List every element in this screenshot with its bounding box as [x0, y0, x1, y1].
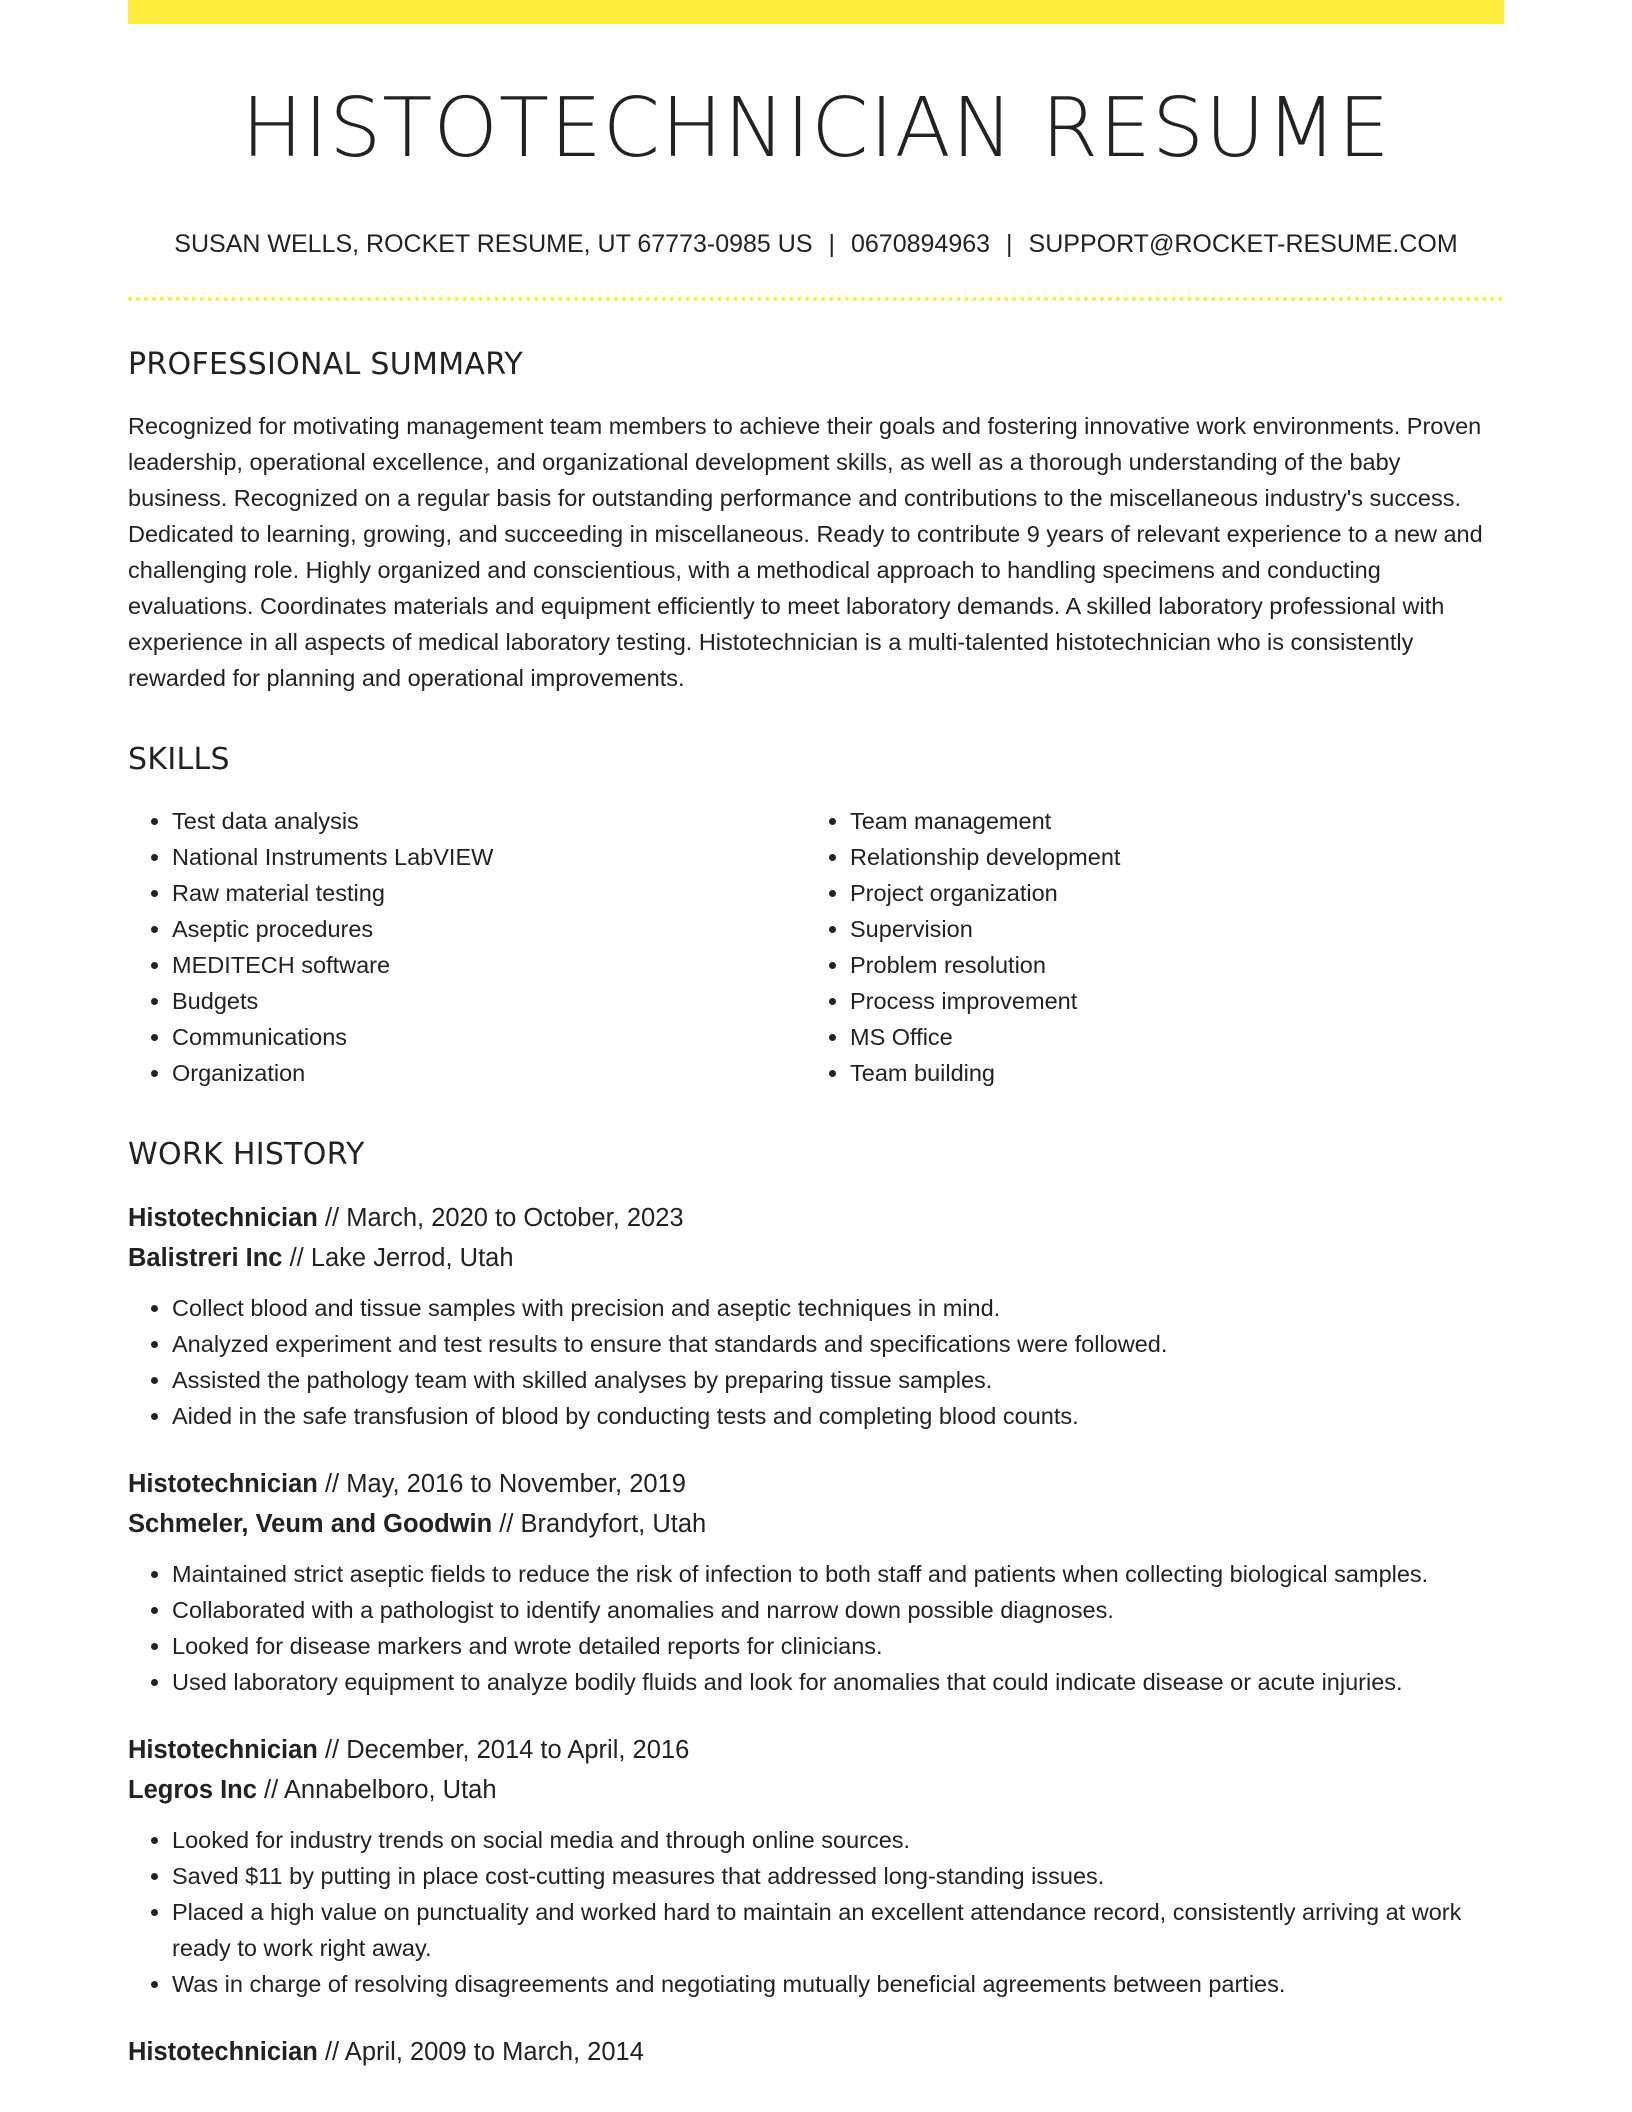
job-dates: // April, 2009 to March, 2014	[317, 2038, 644, 2067]
skill-item: • Problem resolution	[850, 947, 1484, 983]
job-bullet: • Maintained strict aseptic fields to reduce the risk of infection to both staff and patients when collecting biological samples.	[172, 1556, 1504, 1592]
job-dates: // December, 2014 to April, 2016	[317, 1736, 690, 1765]
job-bullet: • Saved $11 by putting in place cost-cutting measures that addressed long-standing issues.	[172, 1858, 1504, 1894]
document-title: HISTOTECHNICIAN RESUME	[241, 81, 1391, 176]
dotted-divider	[128, 297, 1504, 301]
skill-item: • Team management	[850, 803, 1484, 839]
job-location: // Lake Jerrod, Utah	[282, 1244, 514, 1273]
job-bullet: • Collect blood and tissue samples with precision and aseptic techniques in mind.	[172, 1290, 1504, 1326]
job-bullet: • Aided in the safe transfusion of blood by conducting tests and completing blood counts.	[172, 1398, 1504, 1434]
job-bullet: • Used laboratory equipment to analyze bodily fluids and look for anomalies that could indicate disease or acute injuries.	[172, 1664, 1504, 1700]
skill-item: • Communications	[172, 1019, 806, 1055]
job-location: // Brandyfort, Utah	[492, 1510, 707, 1539]
skill-item: • MS Office	[850, 1019, 1484, 1055]
job-bullet: • Looked for industry trends on social media and through online sources.	[172, 1822, 1504, 1858]
job-title-line	[128, 2032, 1504, 2072]
job-company-line	[128, 1504, 1504, 1544]
skill-item: • Relationship development	[850, 839, 1484, 875]
skills-list-right	[850, 803, 1484, 1091]
job-title: Histotechnician	[128, 2038, 318, 2067]
job-company: Schmeler, Veum and Goodwin	[128, 1510, 493, 1539]
skills-column-right	[806, 803, 1484, 1091]
skills-grid	[128, 803, 1504, 1091]
job-bullet: • Placed a high value on punctuality and worked hard to maintain an excellent attendance record, consistently arriving at work ready to work right away.	[172, 1894, 1504, 1966]
job-bullet: • Collaborated with a pathologist to identify anomalies and narrow down possible diagnoses.	[172, 1592, 1504, 1628]
summary-heading: PROFESSIONAL SUMMARY	[128, 347, 524, 383]
job-bullets	[128, 1556, 1504, 1700]
skills-section	[128, 742, 1504, 1091]
job-title-line	[128, 1464, 1504, 1504]
skill-item: • Process improvement	[850, 983, 1484, 1019]
skill-item: • Organization	[172, 1055, 806, 1091]
job-company: Legros Inc	[128, 1776, 257, 1805]
job-company: Balistreri Inc	[128, 1244, 283, 1273]
work-history-heading: WORK HISTORY	[128, 1137, 365, 1173]
job-title-line	[128, 1730, 1504, 1770]
contact-line	[128, 230, 1504, 259]
job-bullet: • Assisted the pathology team with skilled analyses by preparing tissue samples.	[172, 1362, 1504, 1398]
job-entry	[128, 1464, 1504, 1700]
job-entry	[128, 1730, 1504, 2002]
job-bullet: • Looked for disease markers and wrote detailed reports for clinicians.	[172, 1628, 1504, 1664]
contact-separator: |	[1006, 230, 1013, 259]
job-entry	[128, 2032, 1504, 2072]
skill-item: • Raw material testing	[172, 875, 806, 911]
work-history-section	[128, 1137, 1504, 2072]
job-dates: // March, 2020 to October, 2023	[317, 1204, 684, 1233]
skills-list-left	[172, 803, 806, 1091]
contact-separator: |	[828, 230, 835, 259]
job-title: Histotechnician	[128, 1470, 318, 1499]
skill-item: • Test data analysis	[172, 803, 806, 839]
job-bullets	[128, 1290, 1504, 1434]
job-company-line	[128, 1238, 1504, 1278]
contact-email[interactable]: SUPPORT@ROCKET-RESUME.COM	[1028, 230, 1458, 259]
summary-text: Recognized for motivating management team members to achieve their goals and fostering innovative work environments. Proven leadership, operational excellence, and organizational development skills, as well as a thorough understanding of the baby business. Recognized on a regular basis for outstanding performance and contributions to the miscellaneous industry's success. Dedicated to learning, growing, and succeeding in miscellaneous. Ready to contribute 9 years of relevant experience to a new and challenging role. Highly organized and conscientious, with a methodical approach to handling specimens and conducting evaluations. Coordinates materials and equipment efficiently to meet laboratory demands. A skilled laboratory professional with experience in all aspects of medical laboratory testing. Histotechnician is a multi-talented histotechnician who is consistently rewarded for planning and operational improvements.	[128, 413, 1483, 692]
job-location: // Annabelboro, Utah	[256, 1776, 497, 1805]
skill-item: • National Instruments LabVIEW	[172, 839, 806, 875]
job-dates: // May, 2016 to November, 2019	[317, 1470, 686, 1499]
job-bullet: • Analyzed experiment and test results to ensure that standards and specifications were followed.	[172, 1326, 1504, 1362]
skills-heading: SKILLS	[128, 742, 230, 778]
job-company-line	[128, 1770, 1504, 1810]
skill-item: • MEDITECH software	[172, 947, 806, 983]
summary-section	[128, 347, 1504, 696]
skill-item: • Aseptic procedures	[172, 911, 806, 947]
job-title-line	[128, 1198, 1504, 1238]
resume-page	[128, 0, 1504, 2102]
skill-item: • Supervision	[850, 911, 1484, 947]
skills-column-left	[128, 803, 806, 1091]
skill-item: • Team building	[850, 1055, 1484, 1091]
job-bullet: • Was in charge of resolving disagreements and negotiating mutually beneficial agreements between parties.	[172, 1966, 1504, 2002]
skill-item: • Budgets	[172, 983, 806, 1019]
job-title: Histotechnician	[128, 1736, 318, 1765]
skill-item: • Project organization	[850, 875, 1484, 911]
job-title: Histotechnician	[128, 1204, 318, 1233]
job-bullets	[128, 1822, 1504, 2002]
contact-phone[interactable]: 0670894963	[851, 230, 991, 259]
accent-top-bar	[128, 0, 1504, 24]
contact-address: SUSAN WELLS, ROCKET RESUME, UT 67773-0985 US	[174, 230, 813, 259]
job-entry	[128, 1198, 1504, 1434]
